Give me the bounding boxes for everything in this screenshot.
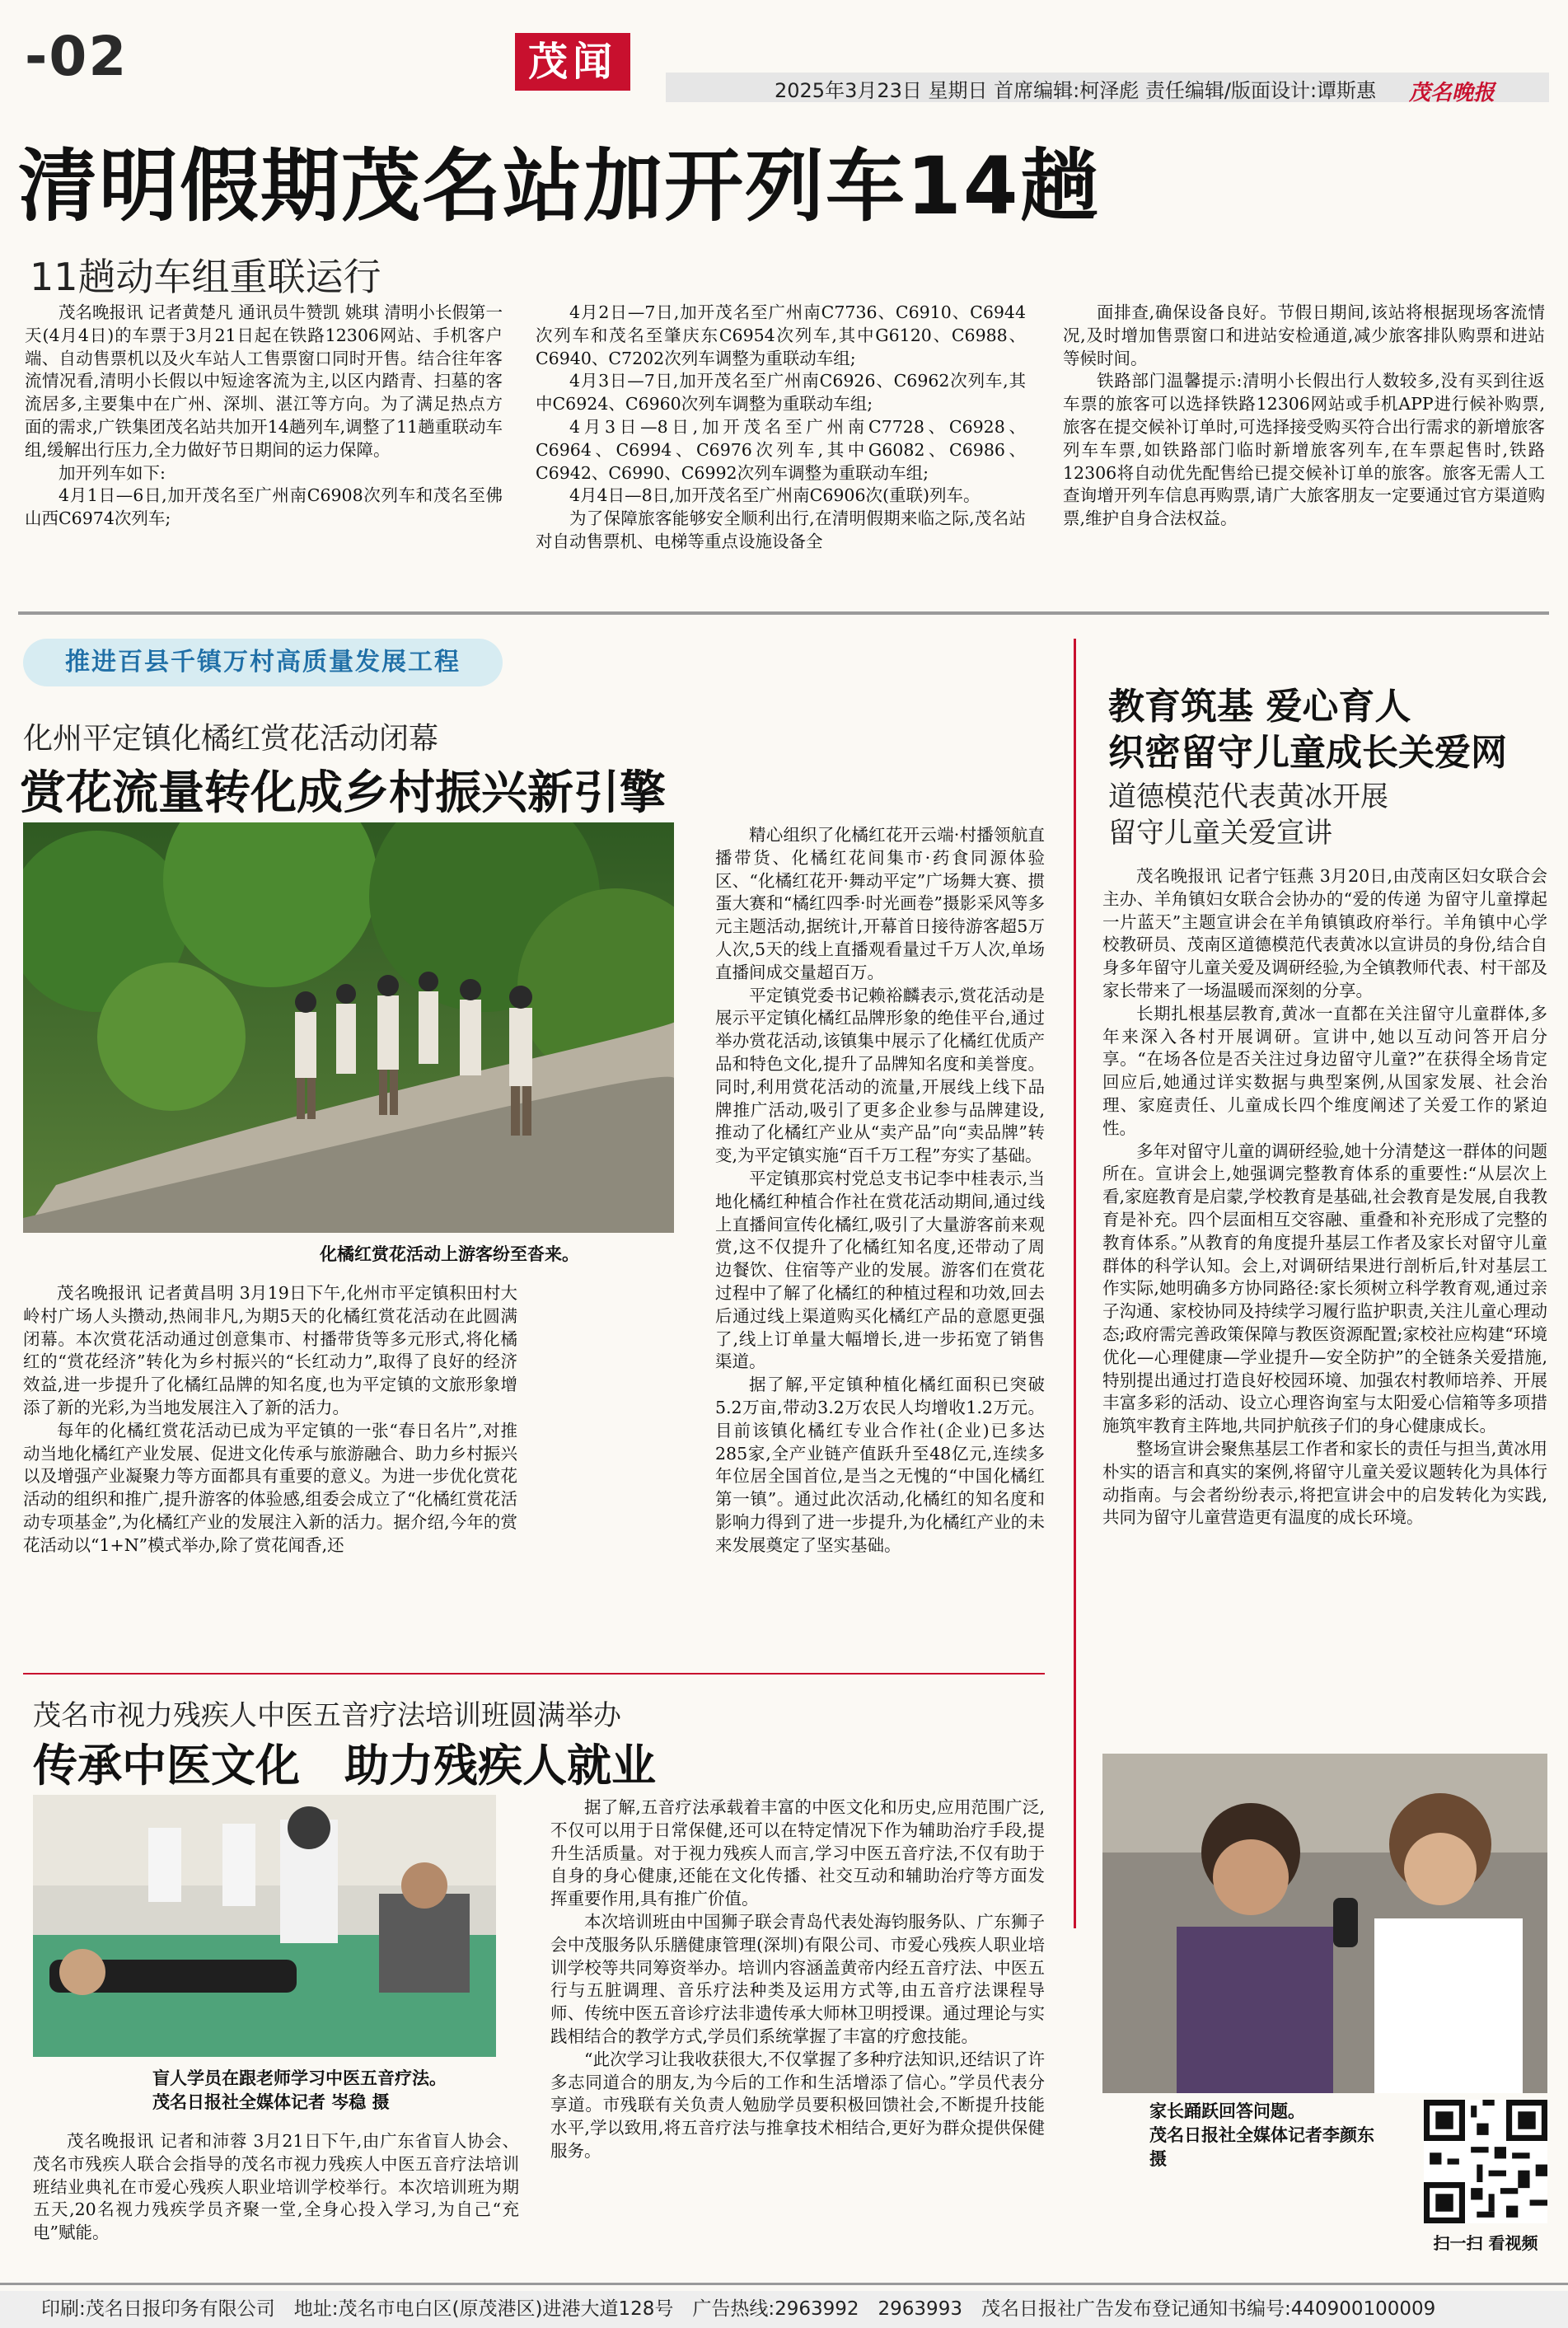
flower-column-right xyxy=(715,824,1045,1557)
edu-photo-caption xyxy=(1149,2100,1397,2171)
story-divider xyxy=(23,1673,1045,1675)
paragraph: 4月3日—8日,加开茂名至广州南C7728、C6928、C6964、C6994、C6976次列车,其中G6082、C6986、C6942、C6990、C6992次列车调整为重联动车组; xyxy=(536,416,1026,483)
qr-code-icon[interactable] xyxy=(1424,2100,1547,2223)
paragraph: 铁路部门温馨提示:清明小长假出行人数较多,没有买到往返车票的旅客可以选择铁路12306网站或手机APP进行候补购票,旅客在提交候补订单时,可选择接受购买符合出行需求的新增旅客列车车票,如铁路部门临时新增旅客列车,在车票起售时,铁路12306将自动优先配售给已提交候补订单的旅客。旅客无需人工查询增开列车信息再购票,请广大旅客朋友一定要通过官方渠道购票,维护自身合法权益。 xyxy=(1063,371,1545,529)
headline-line: 教育筑基 爱心育人 xyxy=(1108,686,1411,728)
subheadline-line: 道德模范代表黄冰开展 xyxy=(1108,780,1388,813)
caption-line: 家长踊跃回答问题。 xyxy=(1149,2101,1305,2121)
tcm-column-left xyxy=(33,2130,519,2245)
dateline: 2025年3月23日 星期日 首席编辑:柯泽彪 责任编辑/版面设计:谭斯惠 xyxy=(775,79,1377,102)
paragraph: 每年的化橘红赏花活动已成为平定镇的一张“春日名片”,对推动当地化橘红产业发展、促进文化传承与旅游融合、助力乡村振兴以及增强产业凝聚力等方面都具有重要的意义。为进一步优化赏花活动的组织和推广,提升游客的体验感,组委会成立了“化橘红赏花活动专项基金”,为化橘红产业的发展注入新的活力。据介绍,今年的赏花活动以“1+N”模式举办,除了赏花闻香,还 xyxy=(23,1420,517,1555)
edu-subheadline xyxy=(1108,779,1388,851)
paragraph: 4月1日—6日,加开茂名至广州南C6908次列车和茂名至佛山西C6974次列车; xyxy=(25,485,503,529)
caption-line: 茂名日报社全媒体记者 岑稳 摄 xyxy=(152,2092,390,2112)
paragraph: 4月4日—8日,加开茂名至广州南C6906次(重联)列车。 xyxy=(569,485,981,506)
paragraph: 茂名晚报讯 记者和沛蓉 3月21日下午,由广东省盲人协会、茂名市残疾人联合会指导的茂名市视力残疾人中医五音疗法培训班结业典礼在市爱心残疾人职业培训学校举行。本次培训班为期五天,20名视力残疾学员齐聚一堂,全身心投入学习,为自己“充电”赋能。 xyxy=(33,2131,519,2243)
lead-headline: 清明假期茂名站加开列车14趟 xyxy=(18,140,1101,232)
lead-subheadline: 11趟动车组重联运行 xyxy=(30,255,381,299)
section-divider xyxy=(18,611,1549,615)
flower-kicker: 化州平定镇化橘红赏花活动闭幕 xyxy=(23,722,439,756)
paragraph: 多年对留守儿童的调研经验,她十分清楚这一群体的问题所在。宣讲会上,她强调完整教育体系的重要性:“从层次上看,家庭教育是启蒙,学校教育是基础,社会教育是发展,自我教育是补充。四个层面相互交容融、重叠和补充形成了完整的教育体系。”从教育的角度提升基层工作者及家长对留守儿童群体的科学认知。会上,对调研结果进行剖析后,针对基层工作实际,她明确多方协同路径:家长须树立科学教育观,通过亲子沟通、家校协同及持续学习履行监护职责,关注儿童心理动态;政府需完善政策保障与教医资源配置;家校社应构建“环境优化—心理健康—学业提升—安全防护”的全链条关爱措施,特别提出通过打造良好校园环境、加强农村教师培养、开展丰富多彩的活动、设立心理咨询室与太阳爱心信箱等多项措施筑牢教育主阵地,共同护航孩子们的身心健康成长。 xyxy=(1102,1141,1547,1436)
edu-headline xyxy=(1108,684,1507,776)
tcm-photo-caption xyxy=(152,2067,447,2115)
caption-line: 茂名日报社全媒体记者李颜东 摄 xyxy=(1149,2125,1374,2169)
flower-headline: 赏花流量转化成乡村振兴新引擎 xyxy=(20,766,666,820)
paragraph: 为了保障旅客能够安全顺利出行,在清明假期来临之际,茂名站对自动售票机、电梯等重点设施设备全 xyxy=(536,508,1026,551)
footer-rule xyxy=(0,2283,1568,2285)
paragraph: 整场宣讲会聚焦基层工作者和家长的责任与担当,黄冰用朴实的语言和真实的案例,将留守儿童关爱议题转化为具体行动指南。与会者纷纷表示,将把宣讲会中的启发转化为实践,共同为留守儿童营造更有温度的成长环境。 xyxy=(1102,1438,1547,1528)
flower-column-left xyxy=(23,1282,517,1557)
lead-column-1 xyxy=(25,302,503,531)
section-tag: 茂闻 xyxy=(515,33,630,91)
paragraph: 加开列车如下: xyxy=(59,462,166,483)
tcm-headline: 传承中医文化 助力残疾人就业 xyxy=(33,1740,656,1792)
paragraph: 4月3日—7日,加开茂名至广州南C6926、C6962次列车,其中C6924、C6960次列车调整为重联动车组; xyxy=(536,371,1026,415)
tcm-photo xyxy=(33,1795,496,2057)
paragraph: 茂名晚报讯 记者黄楚凡 通讯员牛赞凯 姚琪 清明小长假第一天(4月4日)的车票于3月21日起在铁路12306网站、手机客户端、自动售票机以及火车站人工售票窗口同时开售。结合往年客流情况看,清明小长假以中短途客流为主,以区内踏青、扫墓的客流居多,主要集中在广州、深圳、湛江等方向。为了满足热点方面的需求,广铁集团茂名站共加开14趟列车,调整了11趟重联动车组,缓解出行压力,全力做好节日期间的运力保障。 xyxy=(25,302,503,460)
flower-photo xyxy=(23,822,674,1233)
paragraph: 据了解,五音疗法承载着丰富的中医文化和历史,应用范围广泛,不仅可以用于日常保健,还可以在特定情况下作为辅助治疗手段,提升生活质量。对于视力残疾人而言,学习中医五音疗法,不仅有助于自身的身心健康,还能在文化传播、社交互动和辅助治疗等方面发挥重要作用,具有推广价值。 xyxy=(550,1797,1045,1909)
lead-column-3 xyxy=(1063,302,1545,531)
paragraph: 茂名晚报讯 记者宁钰燕 3月20日,由茂南区妇女联合会主办、羊角镇妇女联合会协办的“爱的传递 为留守儿童撑起一片蓝天”主题宣讲会在羊角镇镇政府举行。羊角镇中心学校教研员、茂南区道德模范代表黄冰以宣讲员的身份,结合自身多年留守儿童关爱及调研经验,为全镇教师代表、村干部及家长带来了一场温暖而深刻的分享。 xyxy=(1102,866,1547,1000)
paragraph: 面排查,确保设备良好。节假日期间,该站将根据现场客流情况,及时增加售票窗口和进站安检通道,减少旅客排队购票和进站等候时间。 xyxy=(1063,302,1545,368)
footer xyxy=(0,2291,1568,2328)
paragraph: 本次培训班由中国狮子联会青岛代表处海钧服务队、广东狮子会中茂服务队乐膳健康管理(深圳)有限公司、市爱心残疾人职业培训学校等共同筹资举办。培训内容涵盖黄帝内经五音疗法、中医五行与五脏调理、音乐疗法种类及运用方式等,由五音疗法课程导师、传统中医五音诊疗法非遗传承大师林卫明授课。通过理论与实践相结合的教学方式,学员们系统掌握了丰富的疗愈技能。 xyxy=(550,1911,1045,2046)
tcm-kicker: 茂名市视力残疾人中医五音疗法培训班圆满举办 xyxy=(33,1699,621,1732)
paragraph: 精心组织了化橘红花开云端·村播领航直播带货、化橘红花间集市·药食同源体验区、“化橘红花开·舞动平定”广场舞大赛、掼蛋大赛和“橘红四季·时光画卷”摄影采风等多元主题活动,据统计,开幕首日接待游客超5万人次,5天的线上直播观看量过千万人次,单场直播间成交量超百万。 xyxy=(715,825,1045,982)
flower-photo-caption: 化橘红赏花活动上游客纷至沓来。 xyxy=(320,1244,579,1264)
edu-photo xyxy=(1102,1754,1547,2093)
headline-line: 织密留守儿童成长关爱网 xyxy=(1108,732,1507,774)
paragraph: 茂名晚报讯 记者黄昌明 3月19日下午,化州市平定镇积田村大岭村广场人头攒动,热闹非凡,为期5天的化橘红赏花活动在此圆满闭幕。本次赏花活动通过创意集市、村播带货等多元形式,将化橘红的“赏花经济”转化为乡村振兴的“长红动力”,取得了良好的经济效益,进一步提升了化橘红品牌的知名度,也为平定镇的文旅形象增添了新的光彩,为当地发展注入了新的活力。 xyxy=(23,1283,517,1417)
paragraph: 平定镇那宾村党总支书记李中桂表示,当地化橘红种植合作社在赏花活动期间,通过线上直播间宣传化橘红,吸引了大量游客前来观赏,这不仅提升了化橘红知名度,还带动了周边餐饮、住宿等产业的发展。游客们在赏花过程中了解了化橘红的种植过程和功效,回去后通过线上渠道购买化橘红产品的意愿更强了,线上订单量大幅增长,进一步拓宽了销售渠道。 xyxy=(715,1168,1045,1372)
qr-label: 扫一扫 看视频 xyxy=(1433,2233,1538,2253)
tcm-column-right xyxy=(550,1796,1045,2163)
section-pill: 推进百县千镇万村高质量发展工程 xyxy=(23,639,503,686)
lead-column-2 xyxy=(536,302,1026,554)
paragraph: 4月2日—7日,加开茂名至广州南C7736、C6910、C6944次列车和茂名至肇庆东C6954次列车,其中G6120、C6988、C6940、C7202次列车调整为重联动车组; xyxy=(536,302,1026,368)
paragraph: “此次学习让我收获很大,不仅掌握了多种疗法知识,还结识了许多志同道合的朋友,为今后的工作和生活增添了信心。”学员代表分享道。市残联有关负责人勉励学员要积极回馈社会,不断提升技能水平,学以致用,将五音疗法与推拿技术相结合,更好为群众提供保健服务。 xyxy=(550,2049,1045,2161)
paragraph: 据了解,平定镇种植化橘红面积已突破5.2万亩,带动3.2万农民人均增收1.2万元。目前该镇化橘红专业合作社(企业)已多达285家,全产业链产值跃升至48亿元,连续多年位居全国首位,是当之无愧的“中国化橘红第一镇”。通过此次活动,化橘红的知名度和影响力得到了进一步提升,为化橘红产业的未来发展奠定了坚实基础。 xyxy=(715,1375,1045,1555)
edu-body xyxy=(1102,865,1547,1529)
subheadline-line: 留守儿童关爱宣讲 xyxy=(1108,817,1332,850)
paragraph: 长期扎根基层教育,黄冰一直都在关注留守儿童群体,多年来深入各村开展调研。宣讲中,她以互动问答开启分享。“在场各位是否关注过身边留守儿童?”在获得全场肯定回应后,她通过详实数据与典型案例,从国家发展、社会治理、家庭责任、儿童成长四个维度阐述了关爱工作的紧迫性。 xyxy=(1102,1003,1547,1138)
paragraph: 平定镇党委书记赖裕麟表示,赏花活动是展示平定镇化橘红品牌形象的绝佳平台,通过举办赏花活动,该镇集中展示了化橘红优质产品和特色文化,提升了品牌知名度和美誉度。同时,利用赏花活动的流量,开展线上线下品牌推广活动,吸引了更多企业参与品牌建设,推动了化橘红产业从“卖产品”向“卖品牌”转变,为平定镇实施“百千万工程”夯实了基础。 xyxy=(715,985,1045,1166)
caption-line: 盲人学员在跟老师学习中医五音疗法。 xyxy=(152,2068,447,2088)
column-divider xyxy=(1074,639,1076,1928)
newspaper-logo: 茂名晚报 xyxy=(1409,81,1495,105)
footer-text: 印刷:茂名日报印务有限公司 地址:茂名市电白区(原茂港区)进港大道128号 广告热线:2963992 2963993 茂名日报社广告发布登记通知书编号:440900100009 xyxy=(41,2298,1436,2320)
page-number: -02 xyxy=(25,25,129,88)
